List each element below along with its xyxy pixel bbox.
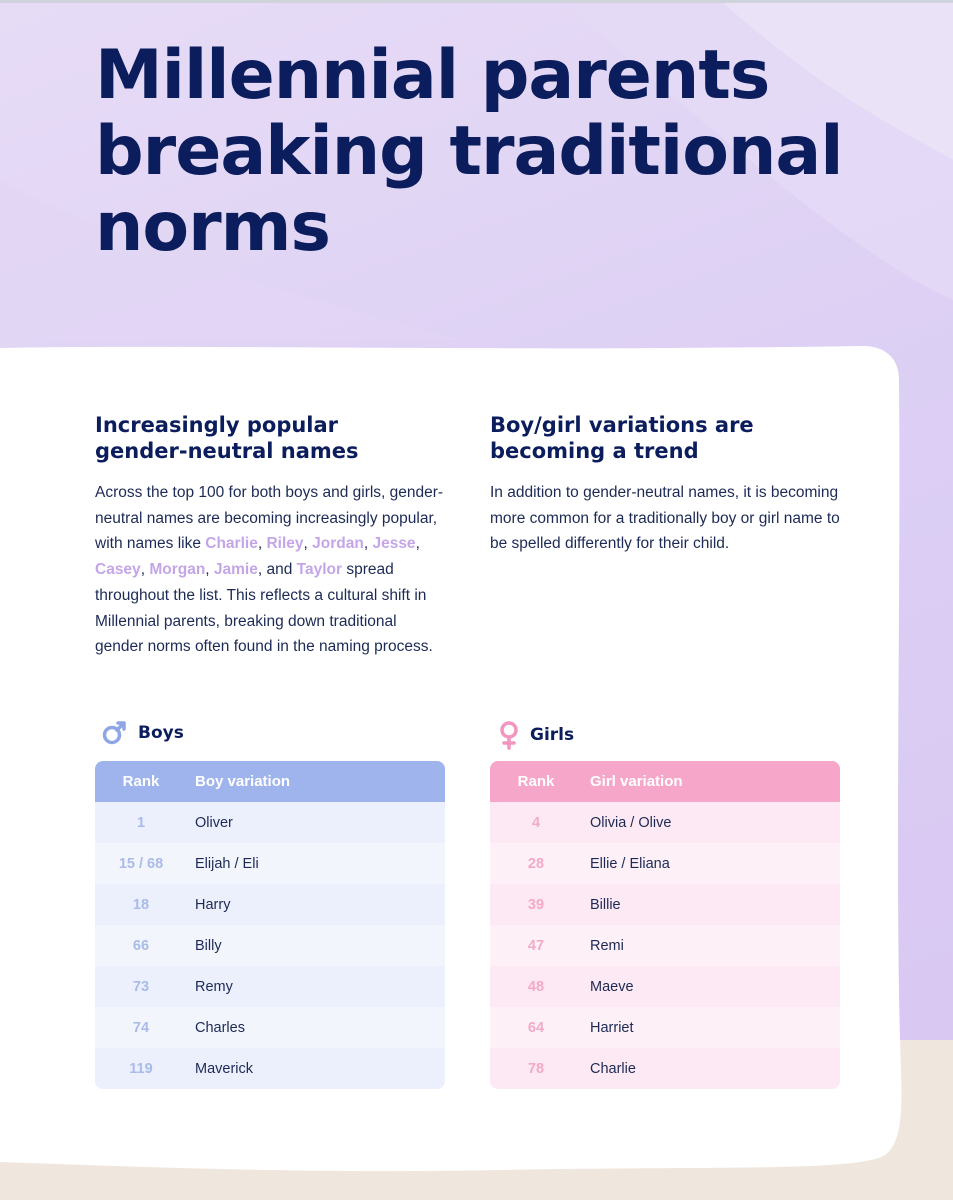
rank-cell: 18 bbox=[132, 896, 150, 913]
gender-neutral-paragraph bbox=[95, 480, 445, 660]
variations-section bbox=[490, 412, 840, 557]
rank-cell: 39 bbox=[527, 896, 545, 913]
table-row bbox=[95, 802, 445, 843]
separator: , bbox=[205, 561, 214, 579]
heading-line-1: Increasingly popular bbox=[95, 413, 339, 437]
heading-line-1: Boy/girl variations are bbox=[490, 413, 754, 437]
name-cell: Harriet bbox=[590, 1019, 634, 1036]
name-cell: Maeve bbox=[590, 978, 634, 995]
rank-cell: 74 bbox=[132, 1019, 150, 1036]
highlight-name: Jesse bbox=[372, 535, 416, 553]
highlight-name: Casey bbox=[95, 561, 141, 579]
rank-cell: 47 bbox=[527, 937, 545, 954]
rank-cell: 1 bbox=[136, 814, 146, 831]
name-cell: Elijah / Eli bbox=[195, 855, 259, 872]
rank-cell: 66 bbox=[132, 937, 150, 954]
girls-variation-table bbox=[490, 761, 840, 1089]
table-body bbox=[490, 802, 840, 1089]
highlight-name: Jamie bbox=[213, 561, 258, 579]
table-row bbox=[490, 925, 840, 966]
table-header bbox=[490, 761, 840, 802]
rank-cell: 64 bbox=[527, 1019, 545, 1036]
highlight-name: Morgan bbox=[149, 561, 206, 579]
table-row bbox=[95, 884, 445, 925]
name-cell: Billy bbox=[195, 937, 222, 954]
table-row bbox=[490, 966, 840, 1007]
variation-column-header: Girl variation bbox=[590, 773, 683, 790]
name-cell: Charlie bbox=[590, 1060, 636, 1077]
top-border-line bbox=[0, 0, 953, 3]
boys-label bbox=[102, 720, 184, 746]
variations-heading bbox=[490, 412, 840, 464]
separator: , bbox=[257, 535, 267, 553]
separator: , bbox=[140, 561, 150, 579]
name-cell: Oliver bbox=[195, 814, 233, 831]
name-cell: Remi bbox=[590, 937, 624, 954]
table-row bbox=[95, 1048, 445, 1089]
separator: , bbox=[415, 535, 420, 553]
rank-cell: 4 bbox=[531, 814, 541, 831]
rank-cell: 73 bbox=[132, 978, 150, 995]
name-cell: Harry bbox=[195, 896, 231, 913]
boys-label-text: Boys bbox=[138, 723, 184, 743]
girls-label-text: Girls bbox=[530, 725, 575, 745]
table-row bbox=[95, 1007, 445, 1048]
variation-column-header: Boy variation bbox=[195, 773, 291, 790]
name-cell: Maverick bbox=[195, 1060, 254, 1077]
male-symbol-icon bbox=[102, 720, 128, 746]
highlight-name: Charlie bbox=[205, 535, 258, 553]
paragraph-text-start: Across the top 100 for both boys and girls, gender-neutral names are becoming increasingly popular, with names like bbox=[95, 484, 444, 553]
table-row bbox=[95, 843, 445, 884]
table-row bbox=[490, 802, 840, 843]
separator: , bbox=[303, 535, 313, 553]
rank-cell: 48 bbox=[527, 978, 545, 995]
rank-cell: 15 / 68 bbox=[118, 855, 164, 872]
boys-variation-table bbox=[95, 761, 445, 1089]
heading-line-2: gender-neutral names bbox=[95, 439, 359, 463]
table-row bbox=[490, 1048, 840, 1089]
separator: , bbox=[363, 535, 373, 553]
table-row bbox=[95, 925, 445, 966]
separator: , and bbox=[257, 561, 297, 579]
page-title: Millennial parents breaking traditional norms bbox=[95, 36, 843, 267]
rank-column-header: Rank bbox=[517, 773, 555, 790]
girls-label bbox=[498, 720, 574, 750]
highlight-name: Taylor bbox=[296, 561, 343, 579]
rank-column-header: Rank bbox=[122, 773, 160, 790]
rank-cell: 119 bbox=[129, 1060, 153, 1077]
rank-cell: 28 bbox=[527, 855, 545, 872]
gender-neutral-heading bbox=[95, 412, 445, 464]
heading-line-2: becoming a trend bbox=[490, 439, 699, 463]
name-cell: Charles bbox=[195, 1019, 245, 1036]
gender-neutral-section bbox=[95, 412, 445, 660]
table-row bbox=[490, 843, 840, 884]
table-row bbox=[490, 884, 840, 925]
name-cell: Ellie / Eliana bbox=[590, 855, 670, 872]
rank-cell: 78 bbox=[527, 1060, 545, 1077]
paragraph-text-end: spread throughout the list. This reflects a cultural shift in Millennial parents, breaking down traditional gender norms often found in the naming process. bbox=[95, 561, 433, 656]
table-header bbox=[95, 761, 445, 802]
female-symbol-icon bbox=[498, 720, 520, 750]
highlight-name: Jordan bbox=[312, 535, 364, 553]
name-cell: Billie bbox=[590, 896, 621, 913]
table-row bbox=[95, 966, 445, 1007]
name-cell: Remy bbox=[195, 978, 233, 995]
variations-paragraph: In addition to gender-neutral names, it is becoming more common for a traditionally boy or girl name to be spelled differently for their child. bbox=[490, 484, 840, 553]
table-body bbox=[95, 802, 445, 1089]
name-cell: Olivia / Olive bbox=[590, 814, 672, 831]
highlight-name: Riley bbox=[266, 535, 304, 553]
table-row bbox=[490, 1007, 840, 1048]
